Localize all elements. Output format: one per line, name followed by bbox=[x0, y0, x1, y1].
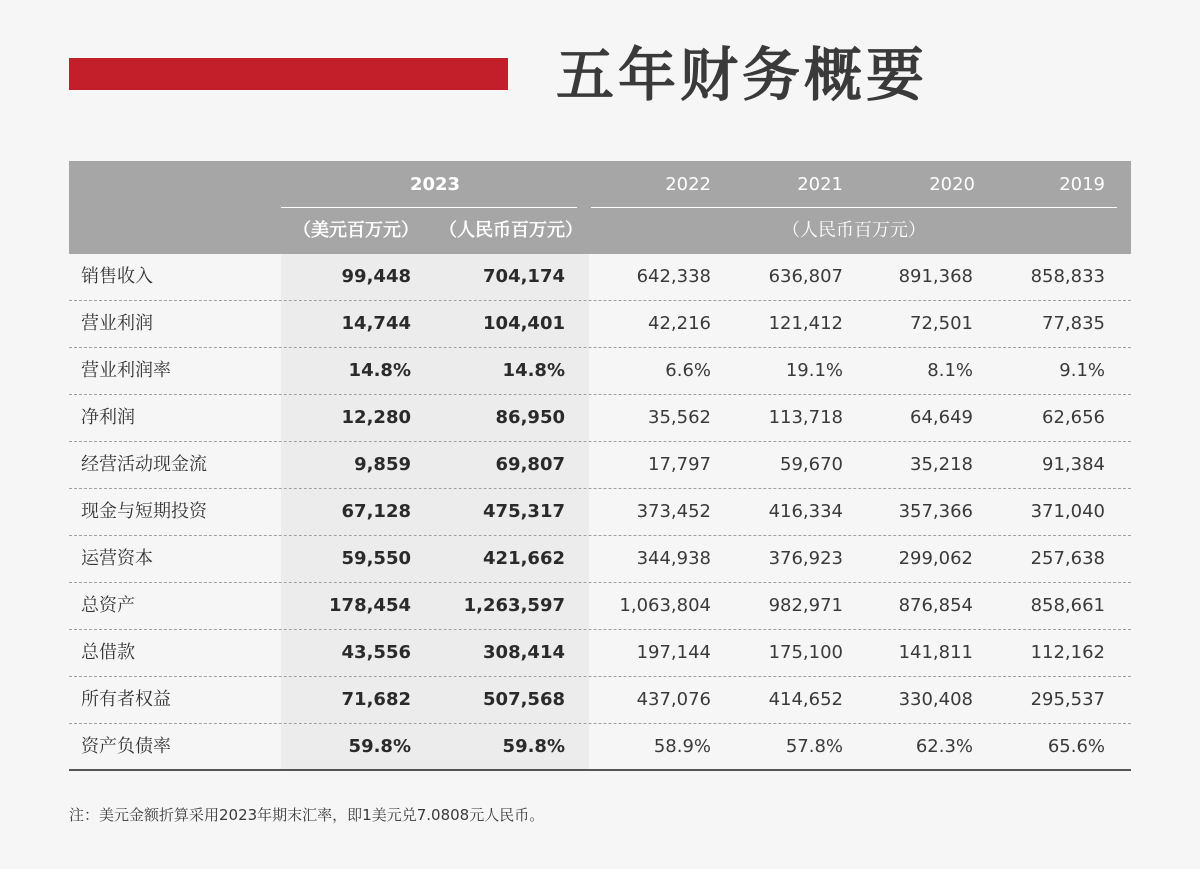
header-year-2023: 2023 bbox=[409, 174, 461, 195]
cell-2021: 113,718 bbox=[768, 407, 843, 428]
cell-2023-usd: 14,744 bbox=[341, 313, 411, 334]
header-unit-rmb-prior: （人民币百万元） bbox=[782, 220, 926, 241]
cell-2019: 295,537 bbox=[1030, 689, 1105, 710]
cell-2023-rmb: 86,950 bbox=[495, 407, 565, 428]
cell-2021: 19.1% bbox=[785, 360, 843, 381]
cell-2020: 35,218 bbox=[910, 454, 973, 475]
cell-2021: 175,100 bbox=[768, 642, 843, 663]
cell-2021: 376,923 bbox=[768, 548, 843, 569]
cell-2022: 42,216 bbox=[648, 313, 711, 334]
cell-2023-usd: 71,682 bbox=[341, 689, 411, 710]
cell-2023-rmb: 1,263,597 bbox=[463, 595, 565, 616]
header-divider-prior bbox=[591, 207, 1117, 208]
cell-2019: 257,638 bbox=[1030, 548, 1105, 569]
cell-2021: 636,807 bbox=[768, 266, 843, 287]
row-label: 现金与短期投资 bbox=[81, 501, 207, 522]
row-label: 运营资本 bbox=[81, 548, 153, 569]
cell-2023-usd: 178,454 bbox=[329, 595, 411, 616]
table-body bbox=[69, 254, 1131, 771]
page-title: 五年财务概要 bbox=[556, 41, 929, 109]
table-row bbox=[69, 677, 1131, 724]
cell-2020: 891,368 bbox=[898, 266, 973, 287]
header-unit-rmb: （人民币百万元） bbox=[439, 220, 583, 241]
cell-2019: 77,835 bbox=[1042, 313, 1105, 334]
cell-2023-rmb: 421,662 bbox=[483, 548, 565, 569]
cell-2021: 416,334 bbox=[768, 501, 843, 522]
row-label: 营业利润 bbox=[81, 313, 153, 334]
table-row bbox=[69, 489, 1131, 536]
cell-2023-usd: 59,550 bbox=[341, 548, 411, 569]
cell-2022: 6.6% bbox=[665, 360, 711, 381]
table-row bbox=[69, 301, 1131, 348]
cell-2022: 642,338 bbox=[636, 266, 711, 287]
cell-2020: 330,408 bbox=[898, 689, 973, 710]
cell-2022: 344,938 bbox=[636, 548, 711, 569]
header-year-2020: 2020 bbox=[929, 174, 975, 195]
cell-2023-rmb: 14.8% bbox=[502, 360, 565, 381]
cell-2020: 62.3% bbox=[915, 736, 973, 757]
table-row bbox=[69, 395, 1131, 442]
table-row bbox=[69, 348, 1131, 395]
cell-2022: 437,076 bbox=[636, 689, 711, 710]
header-year-2022: 2022 bbox=[665, 174, 711, 195]
row-label: 所有者权益 bbox=[81, 689, 171, 710]
cell-2021: 121,412 bbox=[768, 313, 843, 334]
cell-2020: 876,854 bbox=[898, 595, 973, 616]
cell-2021: 57.8% bbox=[785, 736, 843, 757]
row-label: 资产负债率 bbox=[81, 736, 171, 757]
title-accent-bar bbox=[69, 58, 508, 90]
header-unit-usd: （美元百万元） bbox=[293, 220, 419, 241]
cell-2022: 373,452 bbox=[636, 501, 711, 522]
row-label: 总资产 bbox=[81, 595, 135, 616]
cell-2022: 58.9% bbox=[653, 736, 711, 757]
cell-2023-usd: 43,556 bbox=[341, 642, 411, 663]
cell-2021: 982,971 bbox=[768, 595, 843, 616]
cell-2022: 17,797 bbox=[648, 454, 711, 475]
cell-2019: 858,833 bbox=[1030, 266, 1105, 287]
table-row bbox=[69, 724, 1131, 771]
cell-2020: 357,366 bbox=[898, 501, 973, 522]
cell-2023-rmb: 475,317 bbox=[483, 501, 565, 522]
footnote: 注：美元金额折算采用2023年期末汇率，即1美元兑7.0808元人民币。 bbox=[69, 806, 545, 824]
table-row bbox=[69, 536, 1131, 583]
row-label: 净利润 bbox=[81, 407, 135, 428]
cell-2023-usd: 12,280 bbox=[341, 407, 411, 428]
cell-2019: 65.6% bbox=[1047, 736, 1105, 757]
cell-2023-usd: 99,448 bbox=[341, 266, 411, 287]
table-row bbox=[69, 254, 1131, 301]
cell-2019: 371,040 bbox=[1030, 501, 1105, 522]
cell-2020: 64,649 bbox=[910, 407, 973, 428]
cell-2023-usd: 9,859 bbox=[354, 454, 411, 475]
cell-2019: 858,661 bbox=[1030, 595, 1105, 616]
cell-2023-usd: 14.8% bbox=[348, 360, 411, 381]
cell-2023-rmb: 59.8% bbox=[502, 736, 565, 757]
row-label: 销售收入 bbox=[81, 266, 153, 287]
row-label: 经营活动现金流 bbox=[81, 454, 207, 475]
cell-2020: 141,811 bbox=[898, 642, 973, 663]
cell-2023-rmb: 308,414 bbox=[483, 642, 565, 663]
cell-2020: 72,501 bbox=[910, 313, 973, 334]
header-year-2019: 2019 bbox=[1059, 174, 1105, 195]
cell-2019: 91,384 bbox=[1042, 454, 1105, 475]
table-row bbox=[69, 583, 1131, 630]
cell-2020: 299,062 bbox=[898, 548, 973, 569]
cell-2023-usd: 67,128 bbox=[341, 501, 411, 522]
cell-2019: 9.1% bbox=[1059, 360, 1105, 381]
row-label: 总借款 bbox=[81, 642, 135, 663]
row-label: 营业利润率 bbox=[81, 360, 171, 381]
header-year-2021: 2021 bbox=[797, 174, 843, 195]
cell-2023-usd: 59.8% bbox=[348, 736, 411, 757]
cell-2021: 414,652 bbox=[768, 689, 843, 710]
cell-2023-rmb: 104,401 bbox=[483, 313, 565, 334]
cell-2020: 8.1% bbox=[927, 360, 973, 381]
cell-2019: 62,656 bbox=[1042, 407, 1105, 428]
financial-summary-table bbox=[69, 161, 1131, 771]
cell-2022: 1,063,804 bbox=[619, 595, 711, 616]
cell-2021: 59,670 bbox=[780, 454, 843, 475]
table-header bbox=[69, 161, 1131, 254]
table-row bbox=[69, 630, 1131, 677]
cell-2022: 197,144 bbox=[636, 642, 711, 663]
cell-2023-rmb: 507,568 bbox=[483, 689, 565, 710]
header-divider-2023 bbox=[281, 207, 577, 208]
cell-2023-rmb: 69,807 bbox=[495, 454, 565, 475]
cell-2022: 35,562 bbox=[648, 407, 711, 428]
cell-2023-rmb: 704,174 bbox=[483, 266, 565, 287]
table-row bbox=[69, 442, 1131, 489]
cell-2019: 112,162 bbox=[1030, 642, 1105, 663]
